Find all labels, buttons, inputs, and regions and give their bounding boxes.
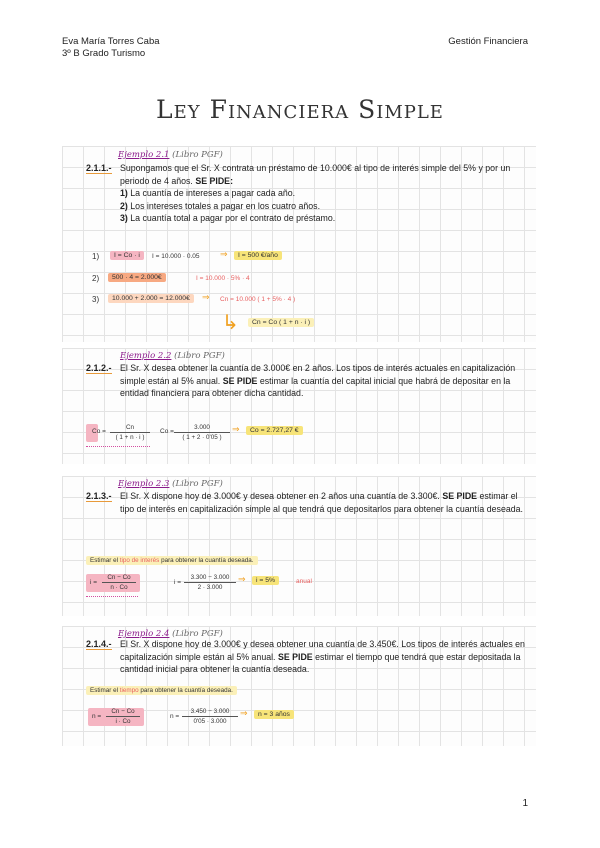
exercise-1-item: 3) La cuantía total a pagar por el contrato de préstamo.: [120, 213, 336, 223]
exercise-4-reference: Ejemplo 2.4 (Libro PGF): [118, 629, 223, 639]
result-note: anual: [296, 578, 312, 585]
solution-3-calc: 10.000 + 2.000 = 12.000€: [108, 294, 194, 303]
formula-fraction: $\frac{Cn - Co}{n \cdot Co}$: [102, 573, 136, 592]
exercise-1-reference: Ejemplo 2.1 (Libro PGF): [118, 150, 223, 160]
instruction-note: Estimar el tiempo para obtener la cuantía deseada.: [86, 686, 237, 695]
exercise-4-number: 2.1.4.-: [86, 639, 112, 649]
solution-2-label: 2): [92, 274, 100, 283]
course-name: 3º B Grado Turismo: [62, 48, 146, 59]
wavy-underline: [86, 443, 150, 447]
result-box: Co = 2.727,27 €: [246, 426, 303, 435]
exercise-4-statement: El Sr. X dispone hoy de 3.000€ y desea obtener una cuantía de 3.450€. Los tipos de interés actuales en capitalización simple están al 5% anual. SE PIDE estimar el tiempo que tendrá que estar depositada la cantidad inicial para obtener la cuantía deseada.: [120, 639, 525, 674]
formula-fraction: $\frac{Cn}{( 1 + n \cdot i )}$: [110, 423, 150, 442]
calc-lhs: i =: [174, 579, 182, 586]
exercise-3-sheet: [62, 476, 536, 616]
calc-fraction: $\frac{3.000}{( 1 + 2 \cdot 0'05 )}$: [174, 423, 230, 442]
exercise-4-sheet: [62, 626, 536, 746]
exercise-2-reference: Ejemplo 2.2 (Libro PGF): [120, 351, 225, 361]
solution-3-label: 3): [92, 295, 100, 304]
exercise-1-number: 2.1.1.-: [86, 163, 112, 173]
author-name: Eva María Torres Caba: [62, 36, 160, 47]
calc-fraction: $\frac{3.450 - 3.000}{0'05 \cdot 3.000}$: [182, 707, 238, 726]
solution-1-result: I = 500 €/año: [234, 251, 282, 260]
solution-1-formula: I = Co · i: [110, 251, 144, 260]
exercise-2-sheet: [62, 348, 536, 464]
solution-3-note: Cn = 10.000 ( 1 + 5% · 4 ): [220, 296, 296, 303]
exercise-2-number: 2.1.2.-: [86, 363, 112, 373]
wavy-underline: [86, 593, 138, 597]
solution-1-label: 1): [92, 252, 100, 261]
subject-name: Gestión Financiera: [448, 36, 528, 47]
arrow-icon: ⇒: [240, 708, 248, 718]
arrow-icon: ⇒: [202, 292, 210, 302]
page-number: 1: [522, 798, 528, 809]
formula-lhs: i =: [90, 579, 98, 586]
solution-3-formula: Cn = Co ( 1 + n · i ): [248, 318, 314, 327]
result-box: n = 3 años: [254, 710, 294, 719]
formula-lhs: Co =: [92, 428, 106, 435]
result-box: i = 5%: [252, 576, 279, 585]
curly-arrow-icon: ↳: [222, 312, 239, 334]
exercise-1-item: 1) La cuantía de intereses a pagar cada año.: [120, 188, 296, 198]
arrow-icon: ⇒: [238, 574, 246, 584]
solution-1-calc: I = 10.000 · 0.05: [152, 253, 200, 260]
exercise-1-item: 2) Los intereses totales a pagar en los cuatro años.: [120, 200, 321, 211]
arrow-icon: ⇒: [220, 249, 228, 259]
exercise-3-number: 2.1.3.-: [86, 491, 112, 501]
exercise-1-statement: Supongamos que el Sr. X contrata un préstamo de 10.000€ al tipo de interés simple del 5% y por un periodo de 4 años. SE PIDE: 1) La cuantía de intereses a pagar cada año. 2) Los intereses totales a pagar en los cuatro años. 3) La cuantía total a pagar por el contrato de préstamo.: [120, 162, 532, 225]
calc-fraction: $\frac{3.300 - 3.000}{2 \cdot 3.000}$: [184, 573, 236, 592]
arrow-icon: ⇒: [232, 424, 240, 434]
exercise-3-statement: El Sr. X dispone hoy de 3.000€ y desea obtener en 2 años una cuantía de 3.300€. SE PIDE estimar el tipo de interés en capitalización simple al que tendrá que depositarlos para obtener la cuantía deseada.: [120, 491, 523, 514]
formula-lhs: n =: [92, 713, 102, 720]
exercise-1-sheet: [62, 146, 536, 342]
exercise-3-reference: Ejemplo 2.3 (Libro PGF): [118, 479, 223, 489]
page-title: Ley Financiera Simple: [156, 95, 444, 124]
solution-2-calc: 500 · 4 = 2.000€: [108, 273, 166, 282]
calc-lhs: Co =: [160, 428, 174, 435]
calc-lhs: n =: [170, 713, 180, 720]
exercise-2-statement: El Sr. X desea obtener la cuantía de 3.000€ en 2 años. Los tipos de interés actuales en capitalización simple están al 5% anual. SE PIDE estimar la cuantía del capital inicial que habrá de depositar en la entidad financiera para obtener dicha cantidad.: [120, 363, 516, 398]
header-left: [62, 36, 160, 60]
instruction-note: Estimar el tipo de interés para obtener la cuantía deseada.: [86, 556, 258, 565]
formula-fraction: $\frac{Cn - Co}{i \cdot Co}$: [106, 707, 140, 726]
solution-2-note: I = 10.000 · 5% · 4: [196, 275, 250, 282]
